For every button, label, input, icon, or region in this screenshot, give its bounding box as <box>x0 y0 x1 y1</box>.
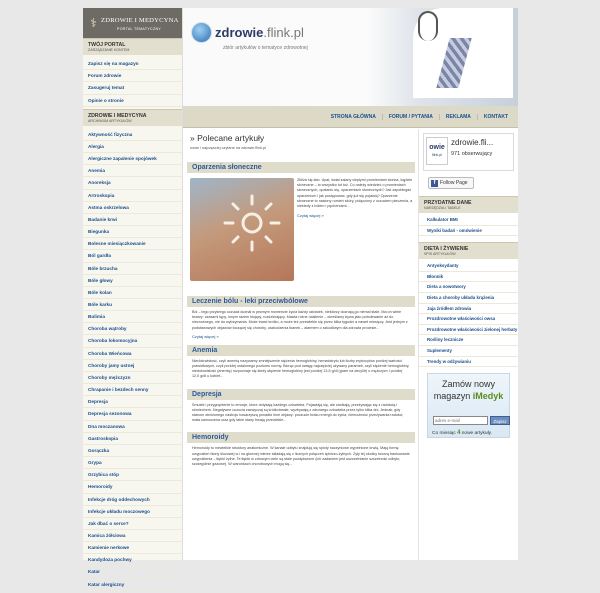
category-link[interactable]: Katar <box>83 566 182 578</box>
portal-link[interactable]: Forum zdrowie <box>83 70 182 82</box>
category-link[interactable]: Anoreksja <box>83 177 182 189</box>
article-title[interactable]: Anemia <box>187 345 415 356</box>
tool-link[interactable]: Wyniki badań - omówienie <box>419 226 518 237</box>
category-link[interactable]: Bóle karku <box>83 299 182 311</box>
category-link[interactable]: Choroby jamy ustnej <box>83 360 182 372</box>
ad-note-b: nowe artykuły. <box>460 431 493 437</box>
stethoscope-image <box>418 11 438 41</box>
article-title[interactable]: Oparzenia słoneczne <box>187 162 415 173</box>
follow-page-button[interactable] <box>428 177 474 189</box>
globe-icon <box>191 22 212 43</box>
nav-ads[interactable]: REKLAMA <box>439 114 477 120</box>
site-name: zdrowie <box>215 25 264 40</box>
diet-links <box>419 259 518 369</box>
tools-section-header <box>419 196 518 213</box>
ad-note-num: 4 <box>457 430 461 437</box>
newsletter-ad <box>427 373 510 438</box>
catalog-section-header <box>83 109 182 126</box>
fb-logo-text: owie <box>429 144 445 151</box>
site-tagline: zbiór artykułów o tematyce zdrowotnej <box>223 45 308 51</box>
article-text: Hemoroidy to niewielkie struktury anatomiczne. W kanale odbytu znajdują się sploty naczyniowe wypełnione krwią. Mają formę uwypukleń błony śluzowej w i na głównej mierze składają się z licznych połączeń tętniczo-żylnych. Żyły tej okolicy tworzą bankowanie uwypuklenia – tłębki żylne. Te tłębki w zdrowym ciele są stale powiększone (ich zadaniem jest uszczelnianie szczelność odbytu, szczególnie gazowe). W warunkach chorobowych mogą się... <box>192 446 410 467</box>
ad-line1: Zamów nowy <box>441 379 495 390</box>
category-link[interactable]: Astma oskrzelowa <box>83 202 182 214</box>
category-link[interactable]: Anemia <box>83 165 182 177</box>
diet-section-header <box>419 242 518 259</box>
article <box>187 389 415 427</box>
ad-brand: iMedyk <box>472 391 504 402</box>
article <box>187 296 415 339</box>
read-more-link[interactable]: Czytaj więcej » <box>297 213 324 219</box>
portal-link[interactable]: Zapisz się na magazyn <box>83 58 182 70</box>
ad-note-a: Co miesiąc <box>432 431 458 437</box>
category-link[interactable]: Kandydoza pochwy <box>83 554 182 566</box>
diet-link[interactable]: Prozdrowotne właściwości owsa <box>419 314 518 325</box>
article-title[interactable]: Hemoroidy <box>187 432 415 443</box>
logo-title: ZDROWIE I MEDYCYNA <box>101 17 179 24</box>
caduceus-icon: ⚕ <box>90 16 97 30</box>
category-link[interactable]: Dna moczanowa <box>83 421 182 433</box>
email-field[interactable] <box>433 416 488 425</box>
article-title[interactable]: Depresja <box>187 389 415 400</box>
category-link[interactable]: Alergiczne zapalenie spojówek <box>83 153 182 165</box>
diet-link[interactable]: Suplementy <box>419 346 518 357</box>
category-link[interactable]: Chrapanie i bezdech senny <box>83 384 182 396</box>
diet-link[interactable]: Trendy w odżywianiu <box>419 357 518 368</box>
portal-link[interactable]: Opinie o stronie <box>83 95 182 107</box>
portal-logo[interactable] <box>83 8 182 38</box>
diet-link[interactable]: Rośliny lecznicze <box>419 335 518 346</box>
article <box>187 162 415 282</box>
category-link[interactable]: Grzybica stóp <box>83 469 182 481</box>
featured-subtitle: nowe i najczęściej czytane na zdrowie.flink.pl <box>190 146 266 150</box>
category-links <box>83 126 182 593</box>
diet-link[interactable]: Dieta a nowotwory <box>419 282 518 293</box>
ad-note <box>432 430 492 436</box>
sun-drawing-icon <box>190 178 294 281</box>
category-link[interactable]: Bóle kolan <box>83 287 182 299</box>
category-link[interactable]: Ból gardła <box>83 250 182 262</box>
portal-links <box>83 55 182 109</box>
page <box>83 8 518 587</box>
left-sidebar <box>83 8 183 587</box>
site-header <box>183 8 518 113</box>
catalog-section-sub: ARCHIWUM ARTYKUŁÓW <box>88 118 132 123</box>
category-link[interactable]: Choroba lokomocyjna <box>83 335 182 347</box>
fb-follower-count: 971 obserwujący <box>451 151 493 157</box>
featured-title: » Polecane artykuły <box>190 133 265 143</box>
diet-link[interactable]: Jaja źródłem zdrowia <box>419 304 518 315</box>
fb-page-logo[interactable] <box>426 137 448 165</box>
article <box>187 345 415 383</box>
category-link[interactable]: Katar alergiczny <box>83 579 182 591</box>
category-link[interactable]: Depresja <box>83 396 182 408</box>
catalog-section-heading: ZDROWIE I MEDYCYNA <box>88 112 147 119</box>
article-text: Zbliża się lato. Upał, świat zalany ciepłymi promieniami słońca, kąpiele słoneczne – to wszystko tut tuż. Co należy wiedzieć o promieniach słonecznych, opalaniu się, oparzeniach słonecznych? Jak zapobiegać oparzeniom i jak postępować, gdy już się pojawią? Oparzenie słoneczne to nasłony rumień skóry, połączony z uczuciem pieczenia, a niekiedy z bólem i pęcherzami... <box>297 178 413 209</box>
logo-subtitle: PORTAL TEMATYCZNY <box>117 27 162 31</box>
subscribe-button[interactable]: Zapisz <box>490 416 510 425</box>
category-link[interactable]: Kamienie nerkowe <box>83 542 182 554</box>
article <box>187 432 415 470</box>
article-text: Smutek i przygnębienie to emocje, które dotykają każdego człowieka. Pojawiają się, ale zanikają, przeżywając się z radością i uśmiechem. Negatywne uczucia zazwyczaj są krótkotrwałe, wyzbywają z zdrowego człowieka przez tylko kilka dni. Jednak, gdy stanom obniżonego nastroju towarzyszą ponadto inne objawy: poczucie braku energii do życia, niemożność przeżywania radości, mała samoocena oraz gdy takie stany trwają przewlekle... <box>192 402 404 423</box>
top-nav <box>183 106 518 128</box>
category-link[interactable]: Jak dbać o serce? <box>83 518 182 530</box>
nav-home[interactable]: STRONA GŁÓWNA <box>330 114 376 120</box>
follow-label: Follow Page <box>440 180 468 186</box>
diet-section-heading: DIETA I ŻYWIENIE <box>424 246 469 253</box>
category-link[interactable]: Choroba wątroby <box>83 323 182 335</box>
nav-contact[interactable]: KONTAKT <box>477 114 514 120</box>
category-link[interactable]: Bóle głowy <box>83 275 182 287</box>
read-more-link[interactable]: Czytaj więcej » <box>192 333 219 339</box>
right-sidebar <box>418 129 518 560</box>
article-text: Niedokrwistość, czyli anemią nazywamy zmniejszenie stężenia hemoglobiny, hematokrytu lub liczby erytrocytów poniżej wartości prawidłowych, czyli poniżej ustalonego poziomu normy. Biorąc pod uwagę najczęściej używany parametr, czyli stężenie hemoglobiny, niedokrwistość (anemię) rozpoznaje się kiedy stężenie hemoglobiny jest poniżej 13,5 g/dl (gram na decylitr) u mężczyzn i poniżej 12,0 g/dl u kobiet... <box>192 358 410 379</box>
nav-forum[interactable]: FORUM / PYTANIA <box>382 114 439 120</box>
fb-page-name[interactable]: zdrowie.fli... <box>451 138 494 147</box>
diet-link[interactable]: Dieta a choroby układu krążenia <box>419 293 518 304</box>
category-link[interactable]: Choroba Wieńcowa <box>83 348 182 360</box>
category-link[interactable]: Infekcje dróg oddechowych <box>83 494 182 506</box>
article-title[interactable]: Leczenie bólu - leki przeciwbólowe <box>187 296 415 307</box>
diet-link[interactable]: Błonnik <box>419 272 518 283</box>
site-domain: .flink.pl <box>263 25 304 40</box>
main-content <box>184 129 418 560</box>
diet-section-sub: SPIS ARTYKUŁÓW <box>424 252 456 257</box>
portal-link[interactable]: Zasugeruj temat <box>83 82 182 94</box>
featured-header <box>184 129 418 150</box>
category-link[interactable]: Bulimia <box>83 311 182 323</box>
tools-section-heading: PRZYDATNE DANE <box>424 200 472 206</box>
tools-links <box>419 213 518 242</box>
category-link[interactable]: Biegunka <box>83 226 182 238</box>
category-link[interactable]: Hemoroidy <box>83 481 182 493</box>
portal-section-heading: TWÓJ PORTAL <box>88 42 126 48</box>
category-link[interactable]: Aktywność fizyczna <box>83 129 182 141</box>
category-link[interactable]: Badanie krwi <box>83 214 182 226</box>
tools-section-sub: NARZĘDZIA I TABELE <box>424 206 461 210</box>
fb-logo-sub: flink.pl <box>432 153 442 157</box>
article-text: Ból – tego przykrego uczucia doznał w pewnym momencie życia każdy człowiek, niektórzy doznają go niemal stale. Ma on wiele twarzy: czasami tępy, innym razem kłujący, rozdzierający. Mawia różne nasilenie – określamy bywa jako pobolewanie aż do nieznośnego, nie do wytrzymania. Może trwać krótko, a może też przewlekle się przez kilka tygodni a nawet miesięcy. Jest jednym z podstawowych objawów toczącej się choroby, uszkodzenia tkanek – alarmem o szkodliwym dla zdrowia procesie... <box>192 310 408 330</box>
facebook-icon: f <box>431 180 438 187</box>
portal-section-header <box>83 38 182 55</box>
category-link[interactable]: Infekcje układu moczowego <box>83 506 182 518</box>
category-link[interactable]: Bolesne miesiączkowanie <box>83 238 182 250</box>
ad-line2 <box>428 391 509 401</box>
category-link[interactable]: Gorączka <box>83 445 182 457</box>
site-title[interactable] <box>215 25 304 40</box>
ad-line2-text: magazyn <box>433 391 473 402</box>
category-link[interactable]: Bóle brzucha <box>83 263 182 275</box>
category-link[interactable]: Alergia <box>83 141 182 153</box>
category-link[interactable]: Depresja sezonowa <box>83 408 182 420</box>
portal-section-sub: ZARZĄDZANIE KONTEM <box>88 48 130 52</box>
diet-link[interactable]: Antyoksydanty <box>419 261 518 272</box>
category-link[interactable]: Artroskopia <box>83 190 182 202</box>
sunburn-photo[interactable] <box>190 178 294 281</box>
category-link[interactable]: Grypa <box>83 457 182 469</box>
category-link[interactable]: Kamica żółciowa <box>83 530 182 542</box>
diet-link[interactable]: Prozdrowotne właściwości zielonej herbaty <box>419 325 518 336</box>
tool-link[interactable]: Kalkulator BMI <box>419 215 518 226</box>
category-link[interactable]: Gastroskopia <box>83 433 182 445</box>
facebook-widget <box>423 133 514 171</box>
category-link[interactable]: Choroby mężczyzn <box>83 372 182 384</box>
